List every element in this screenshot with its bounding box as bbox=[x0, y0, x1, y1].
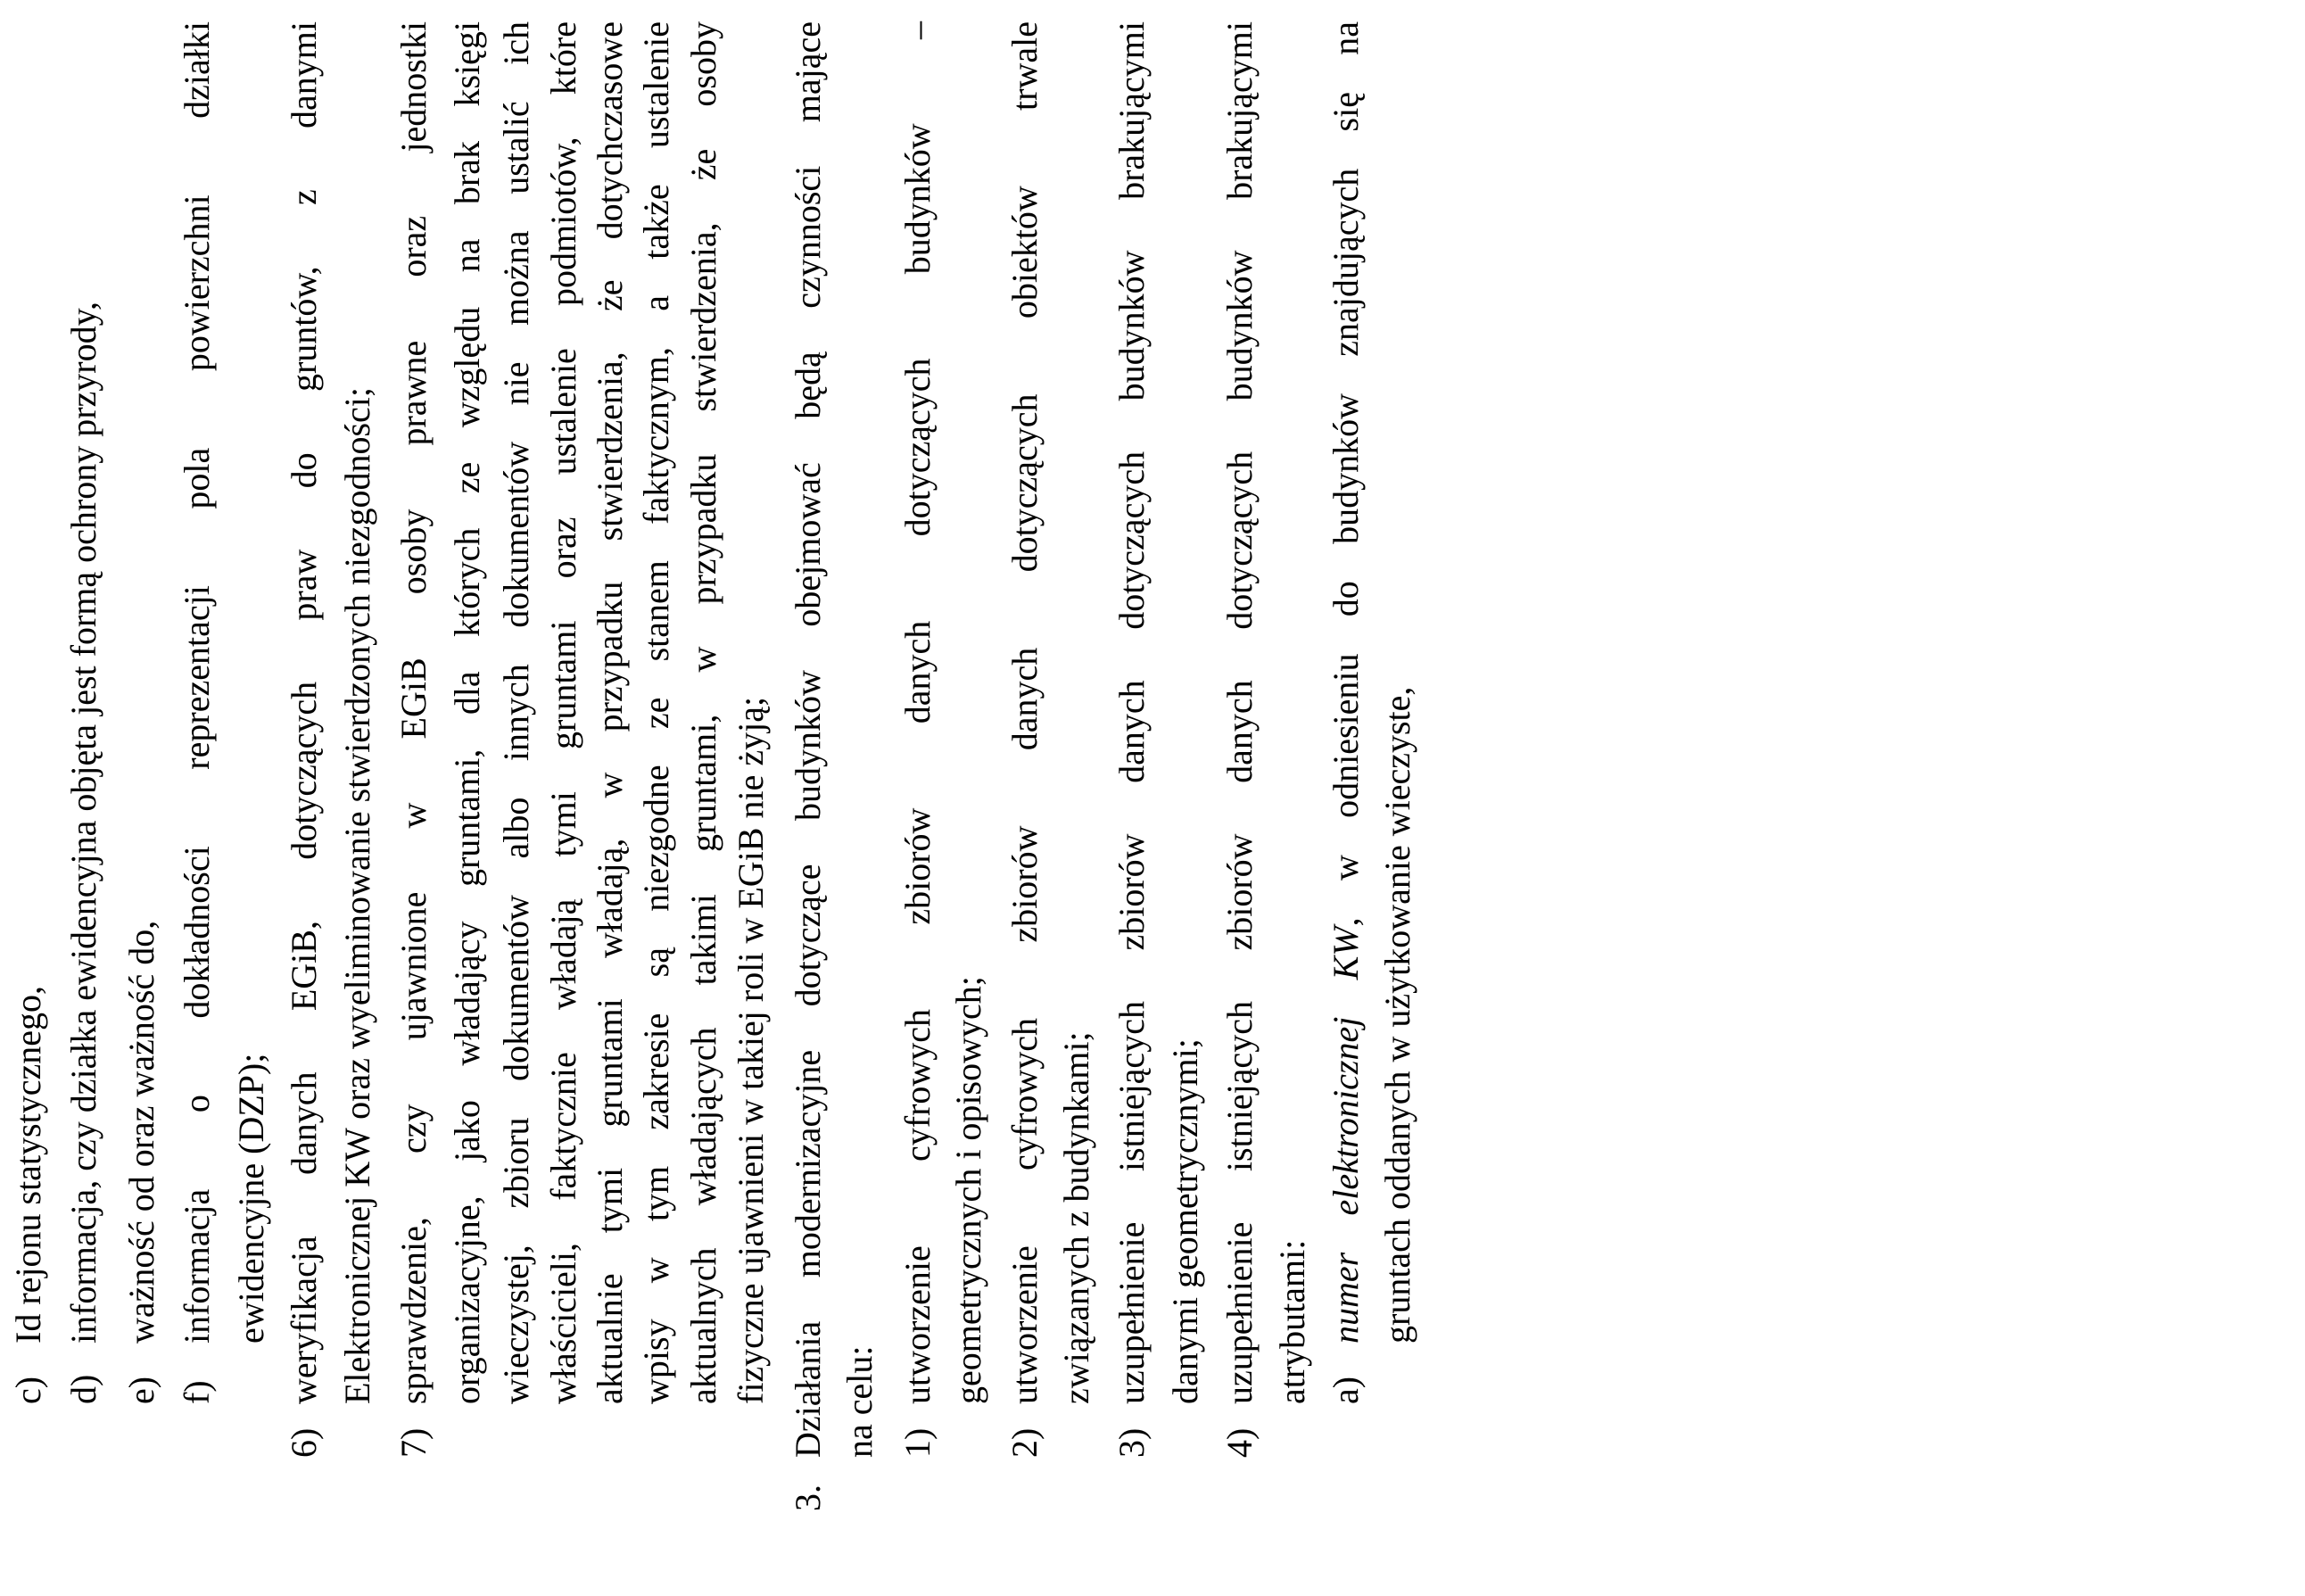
item-6-line-1: weryfikacja danych EGiB, dotyczących praw do gruntów, z danymi bbox=[284, 21, 324, 1404]
section-3-item-1-line-2: geometrycznych i opisowych; bbox=[948, 976, 988, 1404]
section-3-marker: 3. bbox=[788, 1484, 828, 1511]
section-3-subitem-a-line-1 bbox=[1325, 21, 1367, 1344]
item-f-line-2: ewidencyjne (DZP); bbox=[231, 1053, 271, 1344]
item-marker-6: 6) bbox=[284, 1427, 324, 1458]
section-3-item-4-line-2: atrybutami: bbox=[1272, 1239, 1312, 1404]
item-7-line-1: sprawdzenie, czy ujawnione w EGiB osoby prawne oraz jednostki bbox=[393, 21, 434, 1404]
section-3-item-4-line-1: uzupełnienie istniejących zbiorów danych dotyczących budynków brakującymi bbox=[1219, 21, 1260, 1404]
section-3-line-2: na celu: bbox=[839, 1345, 880, 1458]
section-3-item-2-line-1: utworzenie cyfrowych zbiorów danych dotyczących obiektów trwale bbox=[1004, 21, 1045, 1404]
item-7-line-2: organizacyjne, jako władający gruntami, dla których ze względu na brak księgi bbox=[447, 21, 487, 1404]
section-3-item-marker-2: 2) bbox=[1004, 1427, 1045, 1458]
item-7-line-8: fizyczne ujawnieni w takiej roli w EGiB nie żyją; bbox=[731, 696, 771, 1404]
section-3-item-marker-3: 3) bbox=[1111, 1427, 1152, 1458]
item-e-text: ważność od oraz ważność do, bbox=[121, 920, 161, 1344]
section-3-subitem-a-line-1-rest: , w odniesieniu do budynków znajdujących się na bbox=[1326, 21, 1366, 927]
item-6-line-2: Elektronicznej KW oraz wyeliminowanie stwierdzonych niezgodności; bbox=[337, 387, 377, 1404]
item-marker-c: c) bbox=[8, 1376, 48, 1404]
section-3-item-3-line-2: danymi geometrycznymi; bbox=[1165, 1038, 1205, 1404]
item-marker-7: 7) bbox=[393, 1427, 434, 1458]
item-7-line-5: aktualnie tymi gruntami władają, w przypadku stwierdzenia, że dotychczasowe bbox=[590, 21, 630, 1404]
section-3-item-2-line-2: związanych z budynkami; bbox=[1056, 1031, 1096, 1404]
section-3-item-1-line-1: utworzenie cyfrowych zbiorów danych dotyczących budynków – bbox=[897, 21, 938, 1404]
kw-number-term: numer elektronicznej KW bbox=[1326, 926, 1366, 1344]
item-f-line-1: informacja o dokładności reprezentacji pola powierzchni działki bbox=[177, 21, 217, 1344]
item-d-text: informacja, czy działka ewidencyjna objęta jest formą ochrony przyrody, bbox=[63, 301, 103, 1344]
section-3-subitem-marker-a: a) bbox=[1326, 1376, 1366, 1404]
section-3-line-1: Działania modernizacyjne dotyczące budynków obejmować będą czynności mające bbox=[788, 21, 828, 1458]
section-3-item-marker-1: 1) bbox=[897, 1427, 938, 1458]
section-3-subitem-a-line-2: gruntach oddanych w użytkowanie wieczyste, bbox=[1377, 686, 1417, 1344]
item-7-line-7: aktualnych władających takimi gruntami, w przypadku stwierdzenia, że osoby bbox=[683, 21, 723, 1404]
item-c-text: Id rejonu statystycznego, bbox=[8, 986, 48, 1344]
section-3-item-3-line-1: uzupełnienie istniejących zbiorów danych dotyczących budynków brakującymi bbox=[1111, 21, 1152, 1404]
item-7-line-3: wieczystej, zbioru dokumentów albo innych dokumentów nie można ustalić ich bbox=[496, 21, 536, 1404]
item-7-line-6: wpisy w tym zakresie są niezgodne ze stanem faktycznym, a także ustalenie bbox=[636, 21, 676, 1404]
section-3-item-marker-4: 4) bbox=[1219, 1427, 1260, 1458]
item-marker-d: d) bbox=[63, 1374, 103, 1404]
item-7-line-4: właścicieli, faktycznie władają tymi gruntami oraz ustalenie podmiotów, które bbox=[543, 21, 583, 1404]
item-marker-e: e) bbox=[121, 1376, 161, 1404]
item-marker-f: f) bbox=[177, 1380, 217, 1404]
